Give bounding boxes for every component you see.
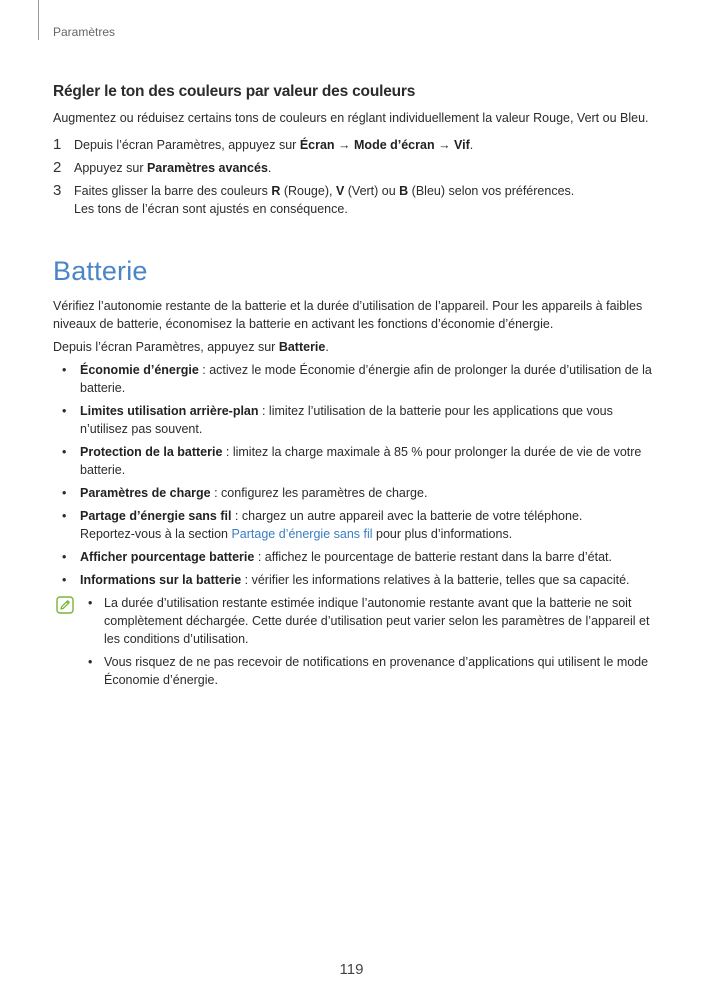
step-keyword: V bbox=[335, 184, 345, 198]
step-text-part: Appuyez sur bbox=[74, 161, 147, 175]
subsection-intro: Augmentez ou réduisez certains tons de couleurs en réglant individuellement la valeur Rouge, Vert ou Bleu. bbox=[53, 111, 649, 125]
option-text: : chargez un autre appareil avec la batterie de votre téléphone. bbox=[231, 509, 583, 523]
option-text: Reportez-vous à la section bbox=[80, 527, 232, 541]
bullet-icon: • bbox=[62, 486, 67, 500]
page-content bbox=[53, 83, 653, 694]
list-item bbox=[53, 402, 653, 438]
battery-path-text: Depuis l’écran Paramètres, appuyez sur bbox=[53, 340, 279, 354]
option-text: : limitez la charge maximale à 85 % pour prolonger la durée de vie de votre batterie. bbox=[80, 445, 642, 477]
list-item bbox=[53, 443, 653, 479]
note-box bbox=[53, 594, 653, 694]
arrow-separator: → bbox=[334, 138, 355, 152]
option-text: : vérifier les informations relatives à la batterie, telles que sa capacité. bbox=[241, 573, 630, 587]
note-item bbox=[86, 653, 653, 689]
option-term: Protection de la batterie bbox=[80, 445, 223, 459]
note-list bbox=[86, 594, 653, 694]
step-text bbox=[74, 136, 473, 154]
step-2 bbox=[53, 159, 653, 177]
option-term: Paramètres de charge bbox=[80, 486, 211, 500]
step-text-part: . bbox=[267, 161, 272, 175]
option-term: Limites utilisation arrière-plan bbox=[80, 404, 259, 418]
step-number: 1 bbox=[53, 136, 62, 153]
page-number: 119 bbox=[339, 961, 364, 978]
step-keyword: Écran bbox=[299, 138, 335, 152]
step-text-part: (Vert) ou bbox=[344, 184, 400, 198]
note-text: Vous risquez de ne pas recevoir de notifications en provenance d’applications qui utilisent le mode Économie d’énergie. bbox=[104, 655, 649, 687]
bullet-icon: • bbox=[62, 509, 67, 523]
step-3 bbox=[53, 182, 653, 218]
list-item bbox=[53, 361, 653, 397]
option-text: : limitez l’utilisation de la batterie pour les applications que vous n’utilisez pas souvent. bbox=[80, 404, 613, 436]
arrow-separator: → bbox=[434, 138, 455, 152]
step-number: 2 bbox=[53, 159, 62, 176]
option-text: : affichez le pourcentage de batterie restant dans la barre d’état. bbox=[254, 550, 612, 564]
step-keyword: Mode d’écran bbox=[354, 138, 435, 152]
bullet-icon: • bbox=[88, 655, 93, 669]
note-item bbox=[86, 594, 653, 648]
note-text: La durée d’utilisation restante estimée indique l’autonomie restante avant que la batterie ne soit complètement déchargée. Cette durée d’utilisation peut varier selon les paramètres de l’appareil et les conditions d’utilisation. bbox=[104, 596, 650, 646]
step-text bbox=[74, 159, 271, 177]
bullet-icon: • bbox=[62, 404, 67, 418]
option-text: : configurez les paramètres de charge. bbox=[210, 486, 428, 500]
list-item bbox=[53, 507, 653, 543]
list-item bbox=[53, 484, 653, 502]
subsection-title: Régler le ton des couleurs par valeur des couleurs bbox=[53, 83, 416, 100]
battery-path bbox=[53, 338, 653, 356]
step-keyword: Vif bbox=[454, 138, 470, 152]
battery-options-list bbox=[53, 361, 653, 589]
step-text-part: (Rouge), bbox=[280, 184, 336, 198]
option-term: Partage d’énergie sans fil bbox=[80, 509, 232, 523]
option-term: Afficher pourcentage batterie bbox=[80, 550, 255, 564]
battery-title: Batterie bbox=[53, 256, 148, 286]
step-number: 3 bbox=[53, 182, 62, 199]
list-item bbox=[53, 548, 653, 566]
option-text: : activez le mode Économie d’énergie afin de prolonger la durée d’utilisation de la batterie. bbox=[80, 363, 652, 395]
option-term: Informations sur la batterie bbox=[80, 573, 242, 587]
step-text-part: Depuis l’écran Paramètres, appuyez sur bbox=[74, 138, 300, 152]
bullet-icon: • bbox=[62, 573, 67, 587]
option-term: Économie d’énergie bbox=[80, 363, 199, 377]
battery-path-keyword: Batterie bbox=[278, 340, 326, 354]
bullet-icon: • bbox=[88, 596, 93, 610]
wireless-powershare-link[interactable]: Partage d’énergie sans fil bbox=[231, 527, 373, 541]
bullet-icon: • bbox=[62, 445, 67, 459]
step-keyword: R bbox=[271, 184, 281, 198]
bullet-icon: • bbox=[62, 550, 67, 564]
step-text-part: (Bleu) selon vos préférences. bbox=[408, 184, 575, 198]
header-rule bbox=[38, 0, 39, 40]
option-text: pour plus d’informations. bbox=[372, 527, 513, 541]
bullet-icon: • bbox=[62, 363, 67, 377]
list-item bbox=[53, 571, 653, 589]
note-pencil-icon bbox=[56, 596, 74, 614]
step-keyword: Paramètres avancés bbox=[146, 161, 268, 175]
step-result: Les tons de l’écran sont ajustés en conséquence. bbox=[74, 202, 348, 216]
step-keyword: B bbox=[399, 184, 409, 198]
battery-description: Vérifiez l’autonomie restante de la batterie et la durée d’utilisation de l’appareil. Pour les appareils à faibles niveaux de batterie, économisez la batterie en activant les fonctions d’économie d’énergie. bbox=[53, 299, 643, 331]
step-text bbox=[74, 182, 574, 218]
step-text-part: . bbox=[469, 138, 474, 152]
step-1 bbox=[53, 136, 653, 154]
battery-path-text: . bbox=[325, 340, 329, 354]
step-text-part: Faites glisser la barre des couleurs bbox=[74, 184, 272, 198]
section-header: Paramètres bbox=[53, 25, 116, 39]
